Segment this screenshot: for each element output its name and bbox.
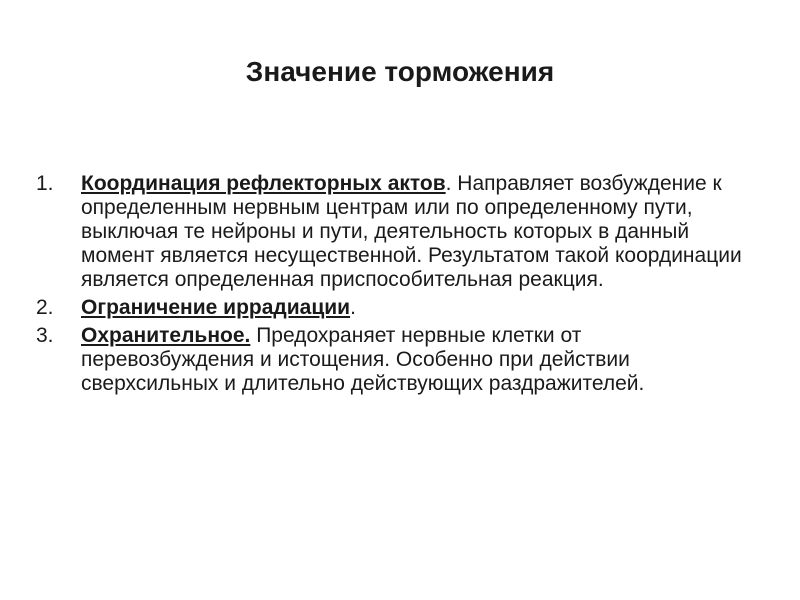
item-body: .: [350, 296, 356, 319]
item-number: 2.: [36, 296, 54, 319]
list-item: [36, 324, 756, 396]
slide-title: Значение торможения: [245, 56, 555, 87]
item-heading: Координация рефлекторных актов: [81, 172, 446, 195]
list-item: [36, 296, 756, 320]
item-number: 1.: [36, 172, 54, 195]
item-heading: Охранительное.: [81, 324, 251, 347]
list-item: [36, 172, 756, 292]
item-heading: Ограничение иррадиации: [81, 296, 351, 319]
points-list: [36, 172, 756, 400]
item-number: 3.: [36, 324, 54, 347]
item-body: . Направляет возбуждение к определенным нервным центрам или по определенному пути, выключая те нейроны и пути, деятельность которых в данный момент является несущественной. Результатом такой координации является определенная приспособительная реакция.: [81, 172, 742, 291]
item-body: Предохраняет нервные клетки от перевозбуждения и истощения. Особенно при действии сверхсильных и длительно действующих раздражителей.: [81, 324, 645, 395]
